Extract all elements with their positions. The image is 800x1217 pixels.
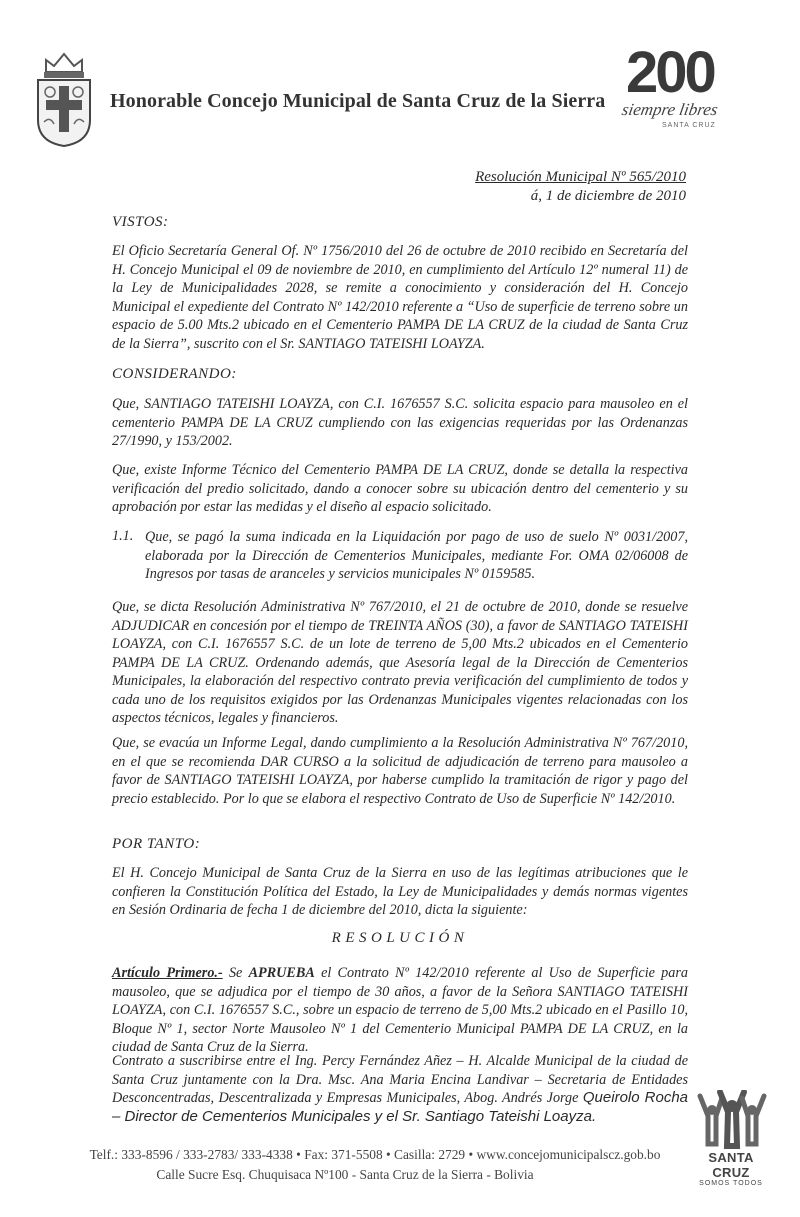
article-first-paragraph <box>112 964 688 1057</box>
article-heading: Artículo Primero.- <box>112 965 223 981</box>
contract-paragraph <box>112 1052 688 1126</box>
considerando-paragraph-4: Que, se evacúa un Informe Legal, dando cumplimiento a la Resolución Administrativa Nº 767/2010, en el que se recomienda DAR CURSO a la solicitud de adjudicación de terreno para mausoleo a favor de SANTIAGO TATEISHI LOAYZA, por haberse cumplido la tramitación de rigor y pago del precio establecido. Por lo que se elabora el respectivo Contrato de Uso de Superficie Nº 142/2010. <box>112 735 688 807</box>
article-aprueba: APRUEBA <box>248 965 315 981</box>
article-se: Se <box>228 965 243 981</box>
contract-text: Contrato a suscribirse entre el Ing. Percy Fernández Añez – H. Alcalde Municipal de la ciudad de Santa Cruz juntamente con la Dra. Msc. Ana Maria Encina Landivar – Secretaria de Entidades Desconcentradas, Descentralizada y Empresas Municipales, Abog. Andrés Jorge <box>112 1053 688 1106</box>
contract-last-line: Queirolo Rocha – Director de Cementerios Municipales y el Sr. Santiago Tateishi Loayza. <box>112 1089 689 1125</box>
article-text: el Contrato Nº 142/2010 referente al Uso de Superficie para mausoleo, que se adjudica por el tiempo de 30 años, a favor de la Señora SANTIAGO TATEISHI LOAYZA, con C.I. 1676557 S.C., sobre un espacio de terreno de 5,00 Mts.2 ubicado en el Pasillo 10, Bloque Nº 1, sector Norte Mausoleo Nº 1 del Cementerio Municipal PAMPA DE LA CRUZ, en la ciudad de Santa Cruz de la Sierra. <box>112 965 688 1055</box>
resolution-number: Resolución Municipal Nº 565/2010 <box>475 169 686 185</box>
footer-contact: Telf.: 333-8596 / 333-2783/ 333-4338 • Fax: 371-5508 • Casilla: 2729 • www.concejomunicipalscz.gob.bo <box>89 1147 661 1162</box>
city-crest-icon <box>32 50 96 148</box>
considerando-paragraph-2: Que, existe Informe Técnico del Cementerio PAMPA DE LA CRUZ, donde se detalla la respectiva verificación del predio solicitado, dando a conocer sobre su ubicación dentro del cementerio y su aprobación por estar las medidas y el diseño al espacio solicitado. <box>112 462 688 515</box>
mascot-subtitle: SOMOS TODOS <box>699 1180 763 1187</box>
por-tanto-heading: POR TANTO: <box>112 836 201 852</box>
resolution-title: RESOLUCIÓN <box>331 930 469 946</box>
council-title: Honorable Concejo Municipal de Santa Cruz de la Sierra <box>110 90 606 112</box>
considerando-paragraph-1: Que, SANTIAGO TATEISHI LOAYZA, con C.I. 1676557 S.C. solicita espacio para mausoleo en el cementerio PAMPA DE LA CRUZ cumpliendo con las exigencias requeridas por las Ordenanzas 27/1990, y 153/2002. <box>112 396 688 449</box>
bicentennial-logo <box>620 40 762 136</box>
considerando-paragraph-3: Que, se dicta Resolución Administrativa Nº 767/2010, el 21 de octubre de 2010, donde se resuelve ADJUDICAR en concesión por el tiempo de TREINTA AÑOS (30), a favor de SANTIAGO TATEISHI LOAYZA, con C.I. 1676557 S.C. de un lote de terreno de 5,00 Mts.2 ubicados en el Cementerio PAMPA DE LA CRUZ. Ordenando además, que Asesoría legal de la Dirección de Cementerios Municipales, la elaboración del respectivo contrato previa verificación del cumplimiento de todos y cada uno de los requisitos exigidos por las Ordenanzas Municipales vigentes relacionadas con los aspectos técnicos, legales y financieros. <box>112 599 688 726</box>
list-item-number: 1.1. <box>112 528 134 544</box>
mascot-title: SANTA CRUZ <box>708 1150 754 1180</box>
mascot-caption <box>695 1150 767 1187</box>
anniversary-slogan: siempre libres <box>620 100 720 119</box>
anniversary-number: 200 <box>626 40 714 105</box>
vistos-paragraph: El Oficio Secretaría General Of. Nº 1756/2010 del 26 de octubre de 2010 recibido en Secretaría del H. Concejo Municipal el 09 de noviembre de 2010, en cumplimiento del Artículo 12º numeral 11) de la Ley de Municipalidades 2028, se remite a conocimiento y consideración del H. Concejo Municipal el expediente del Contrato Nº 142/2010 referente a “Uso de superficie de terreno sobre un espacio de 5.00 Mts.2 ubicado en el Cementerio PAMPA DE LA CRUZ de la ciudad de Santa Cruz de la Sierra”, suscrito con el Sr. SANTIAGO TATEISHI LOAYZA. <box>112 243 688 352</box>
list-item-text: Que, se pagó la suma indicada en la Liquidación por pago de uso de suelo Nº 0031/2007, elaborada por la Dirección de Cementerios Municipales, mediante For. OMA 02/06008 de Ingresos por tasas de aranceles y servicios municipales Nº 0159585. <box>145 529 688 582</box>
anniversary-city: SANTA CRUZ <box>662 122 716 129</box>
footer-address: Calle Sucre Esq. Chuquisaca Nº100 - Santa Cruz de la Sierra - Bolivia <box>156 1167 534 1182</box>
resolution-header <box>475 168 686 206</box>
footer <box>45 1145 705 1185</box>
vistos-heading: VISTOS: <box>112 214 169 230</box>
considerando-heading: CONSIDERANDO: <box>112 366 237 382</box>
por-tanto-paragraph: El H. Concejo Municipal de Santa Cruz de la Sierra en uso de las legítimas atribuciones que le confieren la Constitución Política del Estado, la Ley de Municipalidades y demás normas vigentes en Sesión Ordinaria de fecha 1 de diciembre del 2010, dicta la siguiente: <box>112 865 688 918</box>
resolution-date: á, 1 de diciembre de 2010 <box>530 188 686 204</box>
